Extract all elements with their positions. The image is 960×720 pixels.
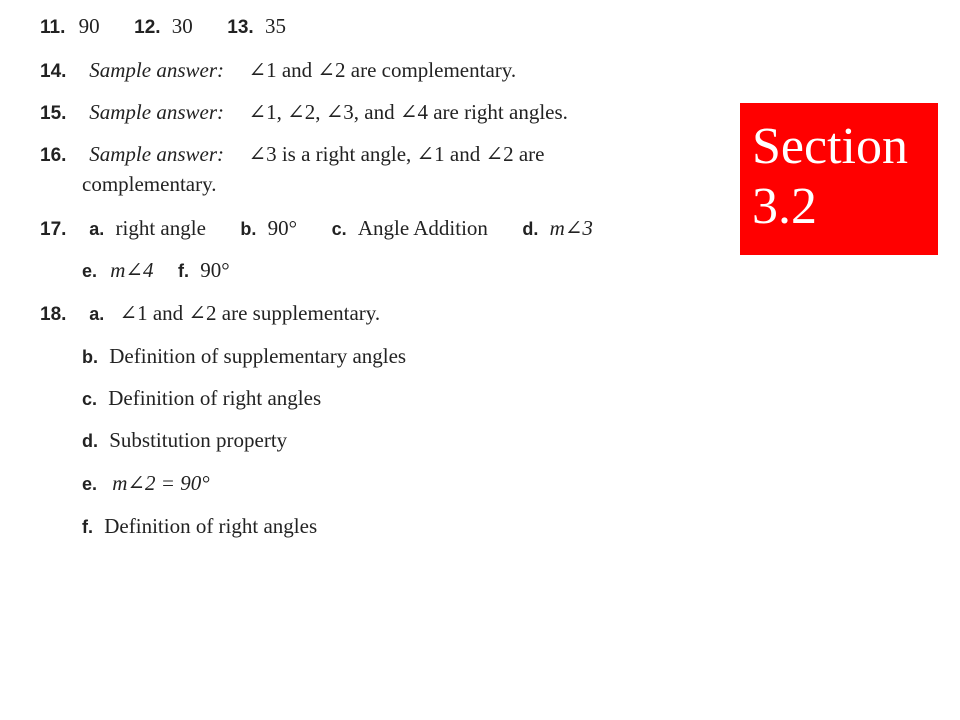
answer-12: 30 — [171, 14, 193, 38]
part-label-f: f. — [178, 261, 190, 281]
answer-16-text-line1: ∠3 is a right angle, ∠1 and ∠2 are — [248, 142, 545, 166]
answer-11: 90 — [78, 14, 100, 38]
answer-17d: m∠3 — [549, 216, 593, 240]
problem-number-11: 11. — [40, 17, 66, 38]
part-label-c: c. — [82, 389, 98, 409]
answer-18f-line — [82, 514, 317, 539]
answer-17a: right angle — [115, 216, 206, 240]
answer-18d-line — [82, 428, 287, 453]
answer-14-text: ∠1 and ∠2 are complementary. — [248, 58, 517, 82]
section-label-line2: 3.2 — [752, 178, 817, 235]
section-label-box — [740, 103, 938, 255]
answer-14-line — [40, 58, 516, 84]
part-label-e: e. — [82, 261, 98, 281]
answer-18-line — [40, 301, 380, 327]
part-label-a: a. — [89, 304, 105, 324]
answer-16-text-line2: complementary. — [82, 172, 217, 196]
answer-18a: ∠1 and ∠2 are supplementary. — [119, 301, 381, 325]
answer-16-continuation — [82, 172, 217, 196]
part-label-f: f. — [82, 517, 93, 537]
answer-17b: 90° — [267, 216, 298, 240]
part-label-b: b. — [82, 347, 98, 367]
answer-16-line — [40, 142, 544, 168]
section-label-line1: Section — [752, 118, 908, 175]
problem-number-14: 14. — [40, 61, 67, 82]
problem-number-17: 17. — [40, 219, 67, 240]
problem-number-18: 18. — [40, 304, 67, 325]
answer-18b-line — [82, 344, 406, 369]
sample-answer-prefix: Sample answer: — [89, 100, 224, 124]
part-label-d: d. — [82, 431, 98, 451]
answer-15-text: ∠1, ∠2, ∠3, and ∠4 are right angles. — [248, 100, 568, 124]
answer-17c: Angle Addition — [357, 216, 488, 240]
answer-17f: 90° — [200, 258, 230, 282]
answers-11-13 — [40, 14, 286, 40]
answer-18c-line — [82, 386, 321, 411]
answer-15-line — [40, 100, 568, 126]
part-label-a: a. — [89, 219, 105, 239]
answer-17-line — [40, 216, 593, 242]
sample-answer-prefix: Sample answer: — [89, 58, 224, 82]
answer-18e-line — [82, 471, 210, 496]
answer-18f: Definition of right angles — [104, 514, 318, 538]
answer-17e: m∠4 — [110, 258, 154, 282]
answer-17-line2 — [82, 258, 230, 283]
answer-18b: Definition of supplementary angles — [109, 344, 407, 368]
problem-number-12: 12. — [134, 17, 161, 38]
part-label-b: b. — [240, 219, 257, 239]
answer-13: 35 — [264, 14, 286, 38]
answer-18c: Definition of right angles — [108, 386, 322, 410]
problem-number-15: 15. — [40, 103, 67, 124]
part-label-e: e. — [82, 474, 98, 494]
part-label-d: d. — [522, 219, 539, 239]
sample-answer-prefix: Sample answer: — [89, 142, 224, 166]
problem-number-13: 13. — [227, 17, 254, 38]
answer-18d: Substitution property — [109, 428, 288, 452]
problem-number-16: 16. — [40, 145, 67, 166]
part-label-c: c. — [331, 219, 347, 239]
answer-18e: m∠2 = 90° — [112, 471, 210, 495]
